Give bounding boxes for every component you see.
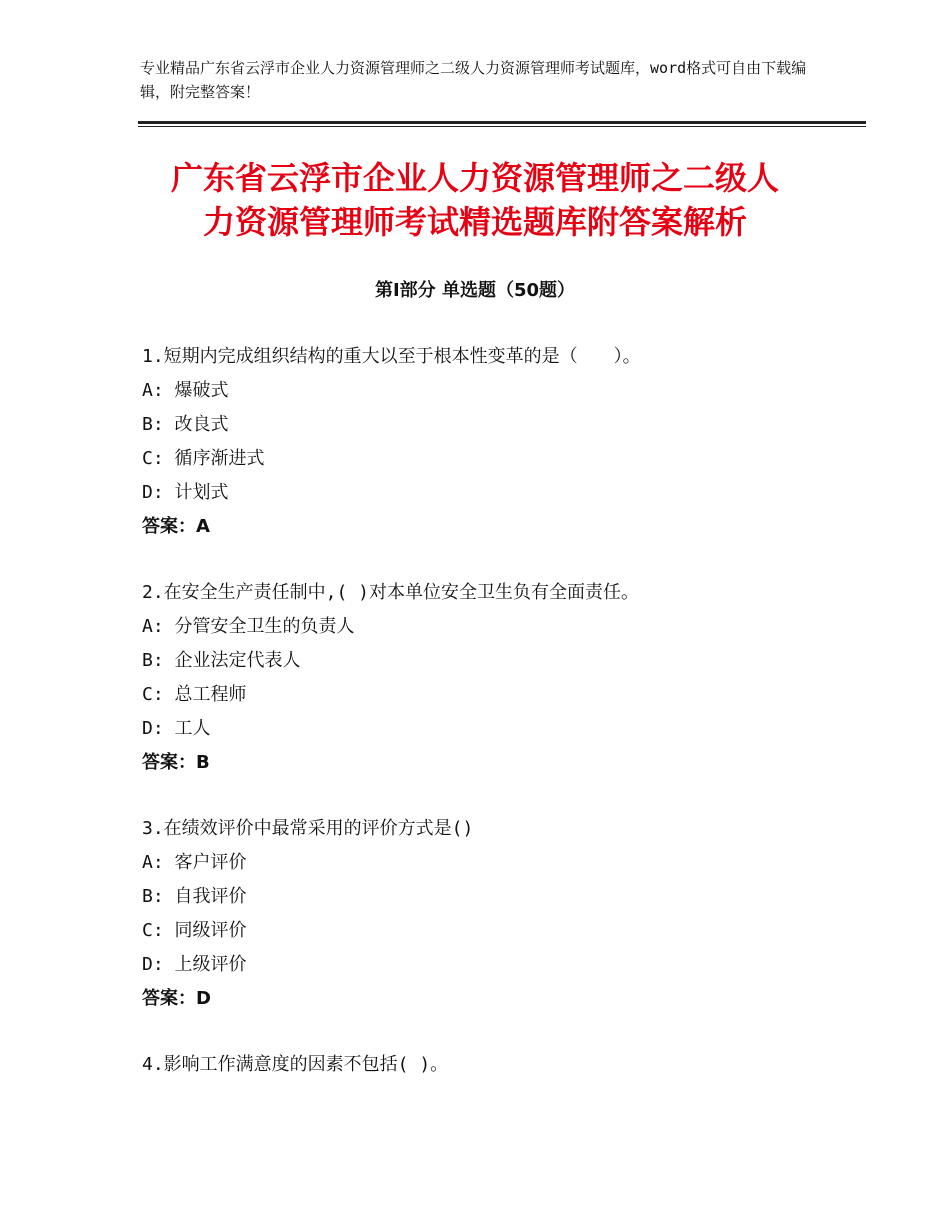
header-note: 专业精品广东省云浮市企业人力资源管理师之二级人力资源管理师考试题库，word格式可自由下载编辑，附完整答案！: [140, 59, 807, 101]
option-b: B: 自我评价: [142, 886, 247, 907]
question-list: [142, 340, 862, 1114]
question-stem: 1.短期内完成组织结构的重大以至于根本性变革的是（ ）。: [142, 346, 641, 367]
header-divider-thin: [138, 126, 866, 127]
question-stem: 4.影响工作满意度的因素不包括( )。: [142, 1054, 449, 1075]
question-2: [142, 576, 862, 780]
option-c: C: 同级评价: [142, 920, 247, 941]
option-b: B: 改良式: [142, 414, 229, 435]
answer: 答案：A: [142, 516, 210, 537]
option-b: B: 企业法定代表人: [142, 650, 301, 671]
section-heading: 第Ⅰ部分 单选题（50题）: [374, 280, 575, 301]
option-c: C: 循序渐进式: [142, 448, 265, 469]
question-stem: 2.在安全生产责任制中,( )对本单位安全卫生负有全面责任。: [142, 582, 640, 603]
option-a: A: 分管安全卫生的负责人: [142, 616, 355, 637]
option-d: D: 工人: [142, 718, 211, 739]
option-a: A: 客户评价: [142, 852, 247, 873]
question-3: [142, 812, 862, 1016]
document-title: [120, 156, 830, 244]
question-1: [142, 340, 862, 544]
title-line-2: 力资源管理师考试精选题库附答案解析: [202, 203, 747, 241]
title-line-1: 广东省云浮市企业人力资源管理师之二级人: [170, 159, 779, 197]
header-divider-thick: [138, 121, 866, 124]
option-a: A: 爆破式: [142, 380, 229, 401]
option-d: D: 上级评价: [142, 954, 247, 975]
answer: 答案：D: [142, 988, 211, 1009]
question-4: [142, 1048, 862, 1082]
answer: 答案：B: [142, 752, 210, 773]
question-stem: 3.在绩效评价中最常采用的评价方式是(): [142, 818, 474, 839]
option-d: D: 计划式: [142, 482, 229, 503]
option-c: C: 总工程师: [142, 684, 247, 705]
